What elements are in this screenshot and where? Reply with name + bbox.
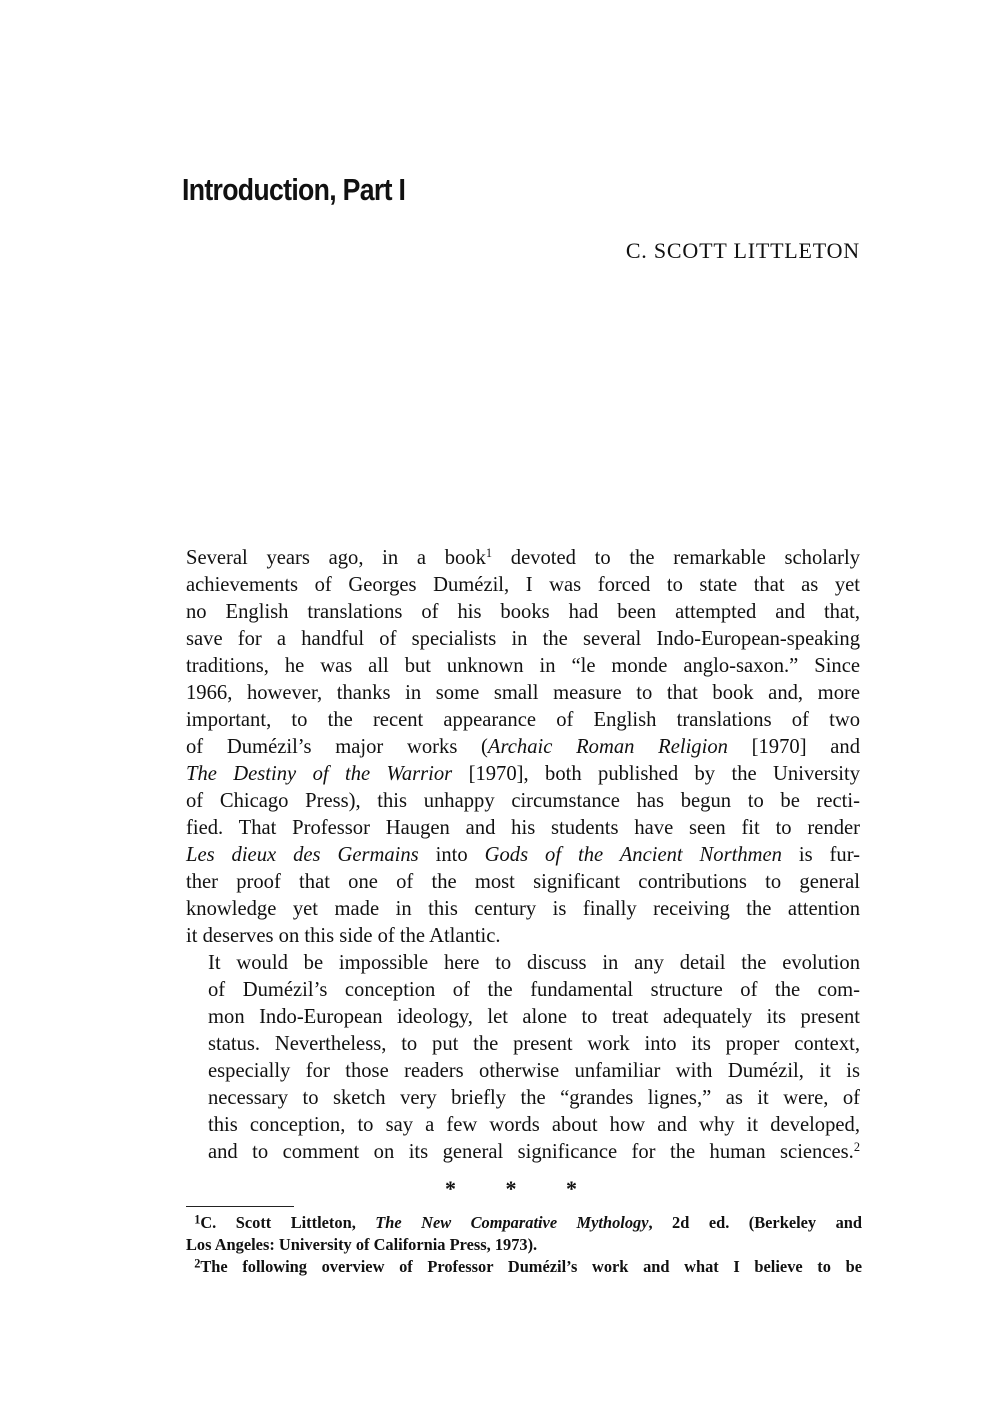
- paragraph-2-line: mon Indo-European ideology, let alone to treat adequately its present: [208, 1006, 860, 1028]
- text-run: [1970] and: [727, 736, 861, 758]
- chapter-author: C. SCOTT LITTLETON: [625, 238, 860, 263]
- chapter-title: Introduction, Part I: [182, 172, 406, 207]
- text-run: and to comment on its general significance for the human sciences.: [208, 1141, 854, 1163]
- paragraph-1-line: [186, 734, 860, 761]
- text-run: devoted to the remarkable scholarly: [492, 547, 860, 569]
- paragraph-1-line: achievements of Georges Dumézil, I was forced to state that as yet: [186, 574, 860, 596]
- book-title-italic: Archaic Roman Religion: [487, 736, 728, 758]
- paragraph-1-line: save for a handful of specialists in the several Indo-European-speaking: [186, 628, 860, 650]
- paragraph-1-line: important, to the recent appearance of English translations of two: [186, 709, 860, 731]
- paragraph-2-line: of Dumézil’s conception of the fundamental structure of the com-: [208, 979, 860, 1001]
- paragraph-1: [186, 545, 860, 950]
- paragraph-1-line: [186, 761, 860, 788]
- book-title-italic: The New Comparative Mythology: [375, 1213, 649, 1232]
- paragraph-1-line: of Chicago Press), this unhappy circumstance has begun to be recti-: [186, 790, 860, 812]
- text-run: into: [418, 844, 485, 866]
- paragraph-2-line: especially for those readers otherwise unfamiliar with Dumézil, it is: [208, 1060, 860, 1082]
- footnote-line: [186, 1212, 862, 1234]
- footnote-1: [186, 1212, 862, 1256]
- book-title-italic: Gods of the Ancient Northmen: [484, 844, 782, 866]
- footnote-ref-1: 1: [485, 546, 493, 561]
- paragraph-1-line: 1966, however, thanks in some small measure to that book and, more: [186, 682, 860, 704]
- paragraph-2: [186, 950, 860, 1166]
- footnote-marker: 2: [194, 1256, 201, 1271]
- paragraph-1-line: [186, 842, 860, 869]
- paragraph-2-line: this conception, to say a few words about how and why it developed,: [208, 1114, 860, 1136]
- footnote-divider: [186, 1206, 294, 1207]
- book-title-italic: Les dieux des Germains: [186, 844, 419, 866]
- text-run: is fur-: [781, 844, 861, 866]
- footnote-2: [186, 1256, 862, 1278]
- paragraph-1-line: knowledge yet made in this century is finally receiving the attention: [186, 898, 860, 920]
- paragraph-1-line: it deserves on this side of the Atlantic.: [186, 925, 501, 947]
- footnotes: [186, 1212, 862, 1278]
- paragraph-1-line: ther proof that one of the most significant contributions to general: [186, 871, 860, 893]
- text-run: [1970], both published by the University: [452, 763, 860, 785]
- footnote-marker: 1: [194, 1212, 201, 1227]
- text-run: The following overview of Professor Dumézil’s work and what I believe to be: [200, 1257, 862, 1276]
- paragraph-2-line: necessary to sketch very briefly the “grandes lignes,” as it were, of: [208, 1087, 860, 1109]
- footnote-line: Los Angeles: University of California Press, 1973).: [186, 1235, 538, 1254]
- body-text: [186, 545, 860, 1166]
- footnote-ref-2: 2: [853, 1140, 860, 1155]
- section-separator: * * *: [445, 1176, 599, 1201]
- text-run: Several years ago, in a book: [186, 547, 486, 569]
- paragraph-1-line: no English translations of his books had been attempted and that,: [186, 601, 860, 623]
- paragraph-2-line: [186, 1139, 860, 1166]
- paragraph-2-line: status. Nevertheless, to put the present work into its proper context,: [208, 1033, 860, 1055]
- text-run: , 2d ed. (Berkeley and: [648, 1213, 862, 1232]
- book-title-italic: The Destiny of the Warrior: [186, 763, 453, 785]
- text-run: of Dumézil’s major works (: [186, 736, 488, 758]
- paragraph-2-line: It would be impossible here to discuss in any detail the evolution: [208, 952, 860, 974]
- text-run: C. Scott Littleton,: [200, 1213, 376, 1232]
- paragraph-1-line: [186, 545, 860, 572]
- paragraph-1-line: fied. That Professor Haugen and his students have seen fit to render: [186, 817, 860, 839]
- paragraph-1-line: traditions, he was all but unknown in “le monde anglo-saxon.” Since: [186, 655, 860, 677]
- footnote-line: [186, 1256, 862, 1278]
